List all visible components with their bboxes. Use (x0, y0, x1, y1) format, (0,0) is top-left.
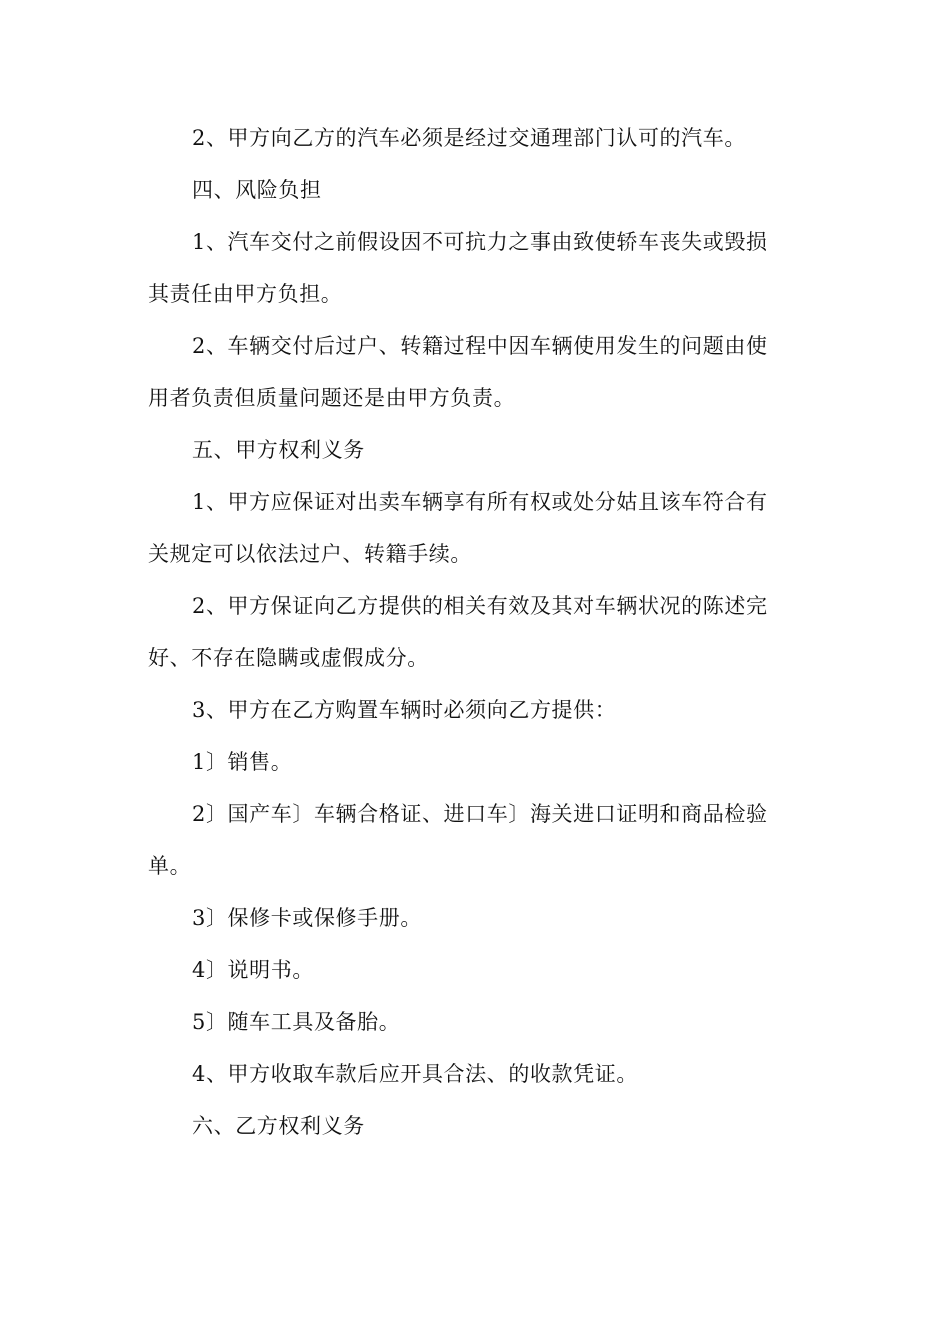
text-line: 3、甲方在乙方购置车辆时必须向乙方提供： (192, 698, 617, 722)
list-item: 3〕保修卡或保修手册。 (192, 906, 422, 930)
text-line: 其责任由甲方负担。 (148, 282, 343, 306)
list-item: 5〕随车工具及备胎。 (192, 1010, 401, 1034)
text-line: 2、车辆交付后过户、转籍过程中因车辆使用发生的问题由使 (192, 334, 768, 358)
text-line: 用者负责但质量问题还是由甲方负责。 (148, 386, 516, 410)
list-item: 2〕国产车〕车辆合格证、进口车〕海关进口证明和商品检验 (192, 802, 768, 826)
text-line: 1、甲方应保证对出卖车辆享有所有权或处分姑且该车符合有 (192, 490, 768, 514)
text-line: 单。 (148, 854, 192, 878)
text-line: 好、不存在隐瞒或虚假成分。 (148, 646, 429, 670)
text-line: 2、甲方保证向乙方提供的相关有效及其对车辆状况的陈述完 (192, 594, 768, 618)
text-line: 4、甲方收取车款后应开具合法、的收款凭证。 (192, 1062, 638, 1086)
text-line: 2、甲方向乙方的汽车必须是经过交通理部门认可的汽车。 (192, 126, 746, 150)
section-heading: 六、乙方权利义务 (192, 1114, 365, 1138)
text-line: 1、汽车交付之前假设因不可抗力之事由致使轿车丧失或毁损 (192, 230, 768, 254)
section-heading: 四、风险负担 (192, 178, 322, 202)
list-item: 4〕说明书。 (192, 958, 314, 982)
text-line: 关规定可以依法过户、转籍手续。 (148, 542, 472, 566)
list-item: 1〕销售。 (192, 750, 293, 774)
section-heading: 五、甲方权利义务 (192, 438, 365, 462)
